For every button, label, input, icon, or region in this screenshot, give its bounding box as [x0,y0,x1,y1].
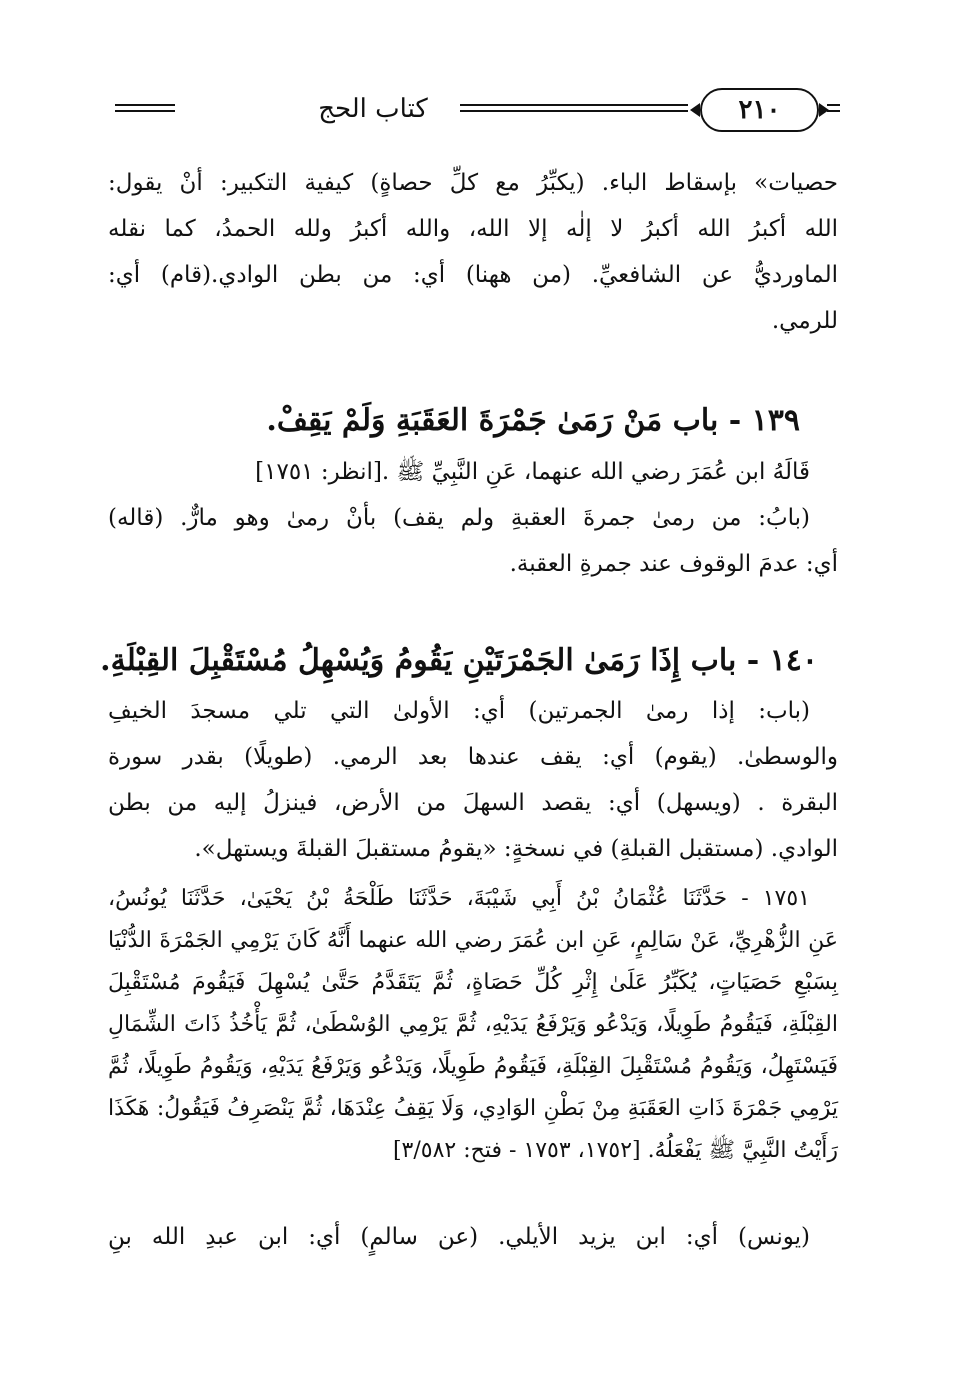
hadith-line: رَأَيْتُ النَّبِيَّ ﷺ يَفْعَلُهُ. [١٧٥٢، ١٧٥٣ - فتح: ٣/٥٨٢] [392,1138,838,1163]
heading-text: ١٣٩ - باب مَنْ رَمَىٰ جَمْرَةَ العَقَبَةِ وَلَمْ يَقِفْ. [266,403,800,438]
running-title: كتاب الحج [318,94,428,124]
text-line: (باب: إذا رمىٰ الجمرتين) أي: الأولىٰ التي تلي مسجدَ الخيفِ [108,698,810,724]
page-number: ٢١٠ [700,88,819,132]
intro-paragraph [108,160,838,344]
text-line: للرمي. [771,308,838,334]
page-header [115,80,840,140]
hadith-line: فَيَسْتَهِلُ، وَيَقُومُ مُسْتَقْبِلَ القِبْلَةِ، فَيَقُومُ طَوِيلًا، وَيَدْعُو وَيَرْفَعُ يَدَيْهِ، وَيَقُومُ طَوِيلًا، ثُمَّ [108,1054,838,1079]
hadith-line: القِبْلَةِ، فَيَقُومُ طَوِيلًا، وَيَدْعُو وَيَرْفَعُ يَدَيْهِ، ثُمَّ يَرْمِي الوُسْطَىٰ، ثُمَّ يَأْخُذُ ذَاتَ الشِّمَالِ [108,1012,838,1037]
commentary-paragraph [108,1214,838,1260]
text-line: أي: عدمَ الوقوف عند جمرةِ العقبة. [509,551,838,577]
text-line: (بابُ: من رمىٰ جمرةَ العقبةِ ولم يقف) بأنْ رمىٰ وهو مارٌّ. (قاله) [108,505,810,531]
heading-text: ١٤٠ - باب إِذَا رَمَىٰ الجَمْرَتَيْنِ يَقُومُ وَيُسْهِلُ مُسْتَقْبِلَ القِبْلَةِ. [100,643,818,678]
hadith-line: يَرْمِي جَمْرَةَ ذَاتِ العَقَبَةِ مِنْ بَطْنِ الوَادِي، وَلَا يَقِفُ عِنْدَهَا، ثُمَّ يَنْصَرِفُ فَيَقُولُ: هَكَذَا [108,1096,838,1121]
header-rule-right [827,104,840,106]
text-line: الله أكبرُ الله أكبرُ لا إلٰه إلا الله، والله أكبرُ ولله الحمدُ، كما نقله [108,216,838,242]
text-line: حصيات» بإسقاط الباء. (يكبِّرُ مع كلِّ حصاةٍ) كيفية التكبير: أنْ يقول: [108,170,838,196]
text-line: قَالَهُ ابن عُمَرَ رضي الله عنهما، عَنِ النَّبِيِّ ﷺ .[انظر: ١٧٥١] [255,459,810,485]
hadith-line: ١٧٥١ - حَدَّثَنَا عُثْمَانُ بْنُ أَبِي شَيْبَةَ، حَدَّثَنَا طَلْحَةُ بْنُ يَحْيَىٰ، حَدَّثَنَا يُونُسُ، [108,886,810,911]
header-rule-middle [460,104,688,106]
hadith-line: بِسَبْعِ حَصَيَاتٍ، يُكَبِّرُ عَلَىٰ إِثْرِ كُلِّ حَصَاةٍ، ثُمَّ يَتَقَدَّمُ حَتَّىٰ يُسْهِلَ فَيَقُومَ مُسْتَقْبِلَ [108,970,838,995]
hadith-line: عَنِ الزُّهْرِيِّ، عَنْ سَالِمٍ، عَنِ ابن عُمَرَ رضي الله عنهما أَنَّهُ كَانَ يَرْمِي الجَمْرَةَ الدُّنْيَا [108,928,838,953]
text-line: الوادي. (مستقبل القبلةِ) في نسخةٍ: «يقومُ مستقبلَ القبلةَ ويستهل». [194,836,838,862]
chapter-heading-139 [150,393,800,449]
text-line: الماورديُّ عن الشافعيِّ. (من ههنا) أي: من بطن الوادي.(قام) أي: [108,262,838,288]
chapter-heading-140 [100,633,818,689]
text-line: والوسطىٰ. (يقوم) أي: يقف عندها بعد الرمي. (طويلًا) بقدر سورة [108,744,838,770]
header-rule-left [115,104,175,106]
text-line: (يونس) أي: ابن يزيد الأيلي. (عن سالمٍ) أي: ابن عبدِ الله بنِ [108,1224,810,1250]
chapter-139-body [108,449,838,587]
hadith-1751 [108,878,838,1172]
chapter-140-body [108,688,838,872]
text-line: البقرة . (ويسهل) أي: يقصد السهلَ من الأرض، فينزلُ إليه من بطن [108,790,838,816]
